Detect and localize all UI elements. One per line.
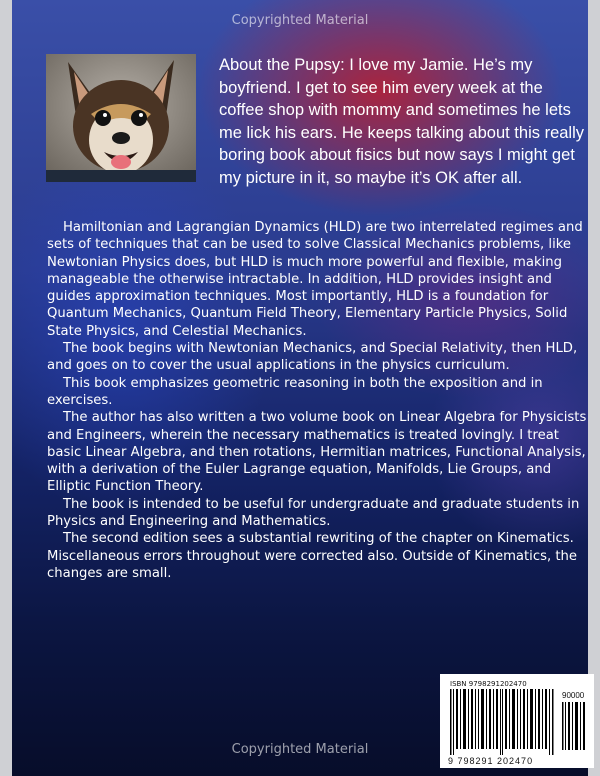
- isbn-label: ISBN 9798291202470: [450, 680, 527, 688]
- isbn-digits: 9 798291 202470: [448, 756, 534, 766]
- description-paragraph: The book is intended to be useful for undergraduate and graduate students in Physics and Engineering and Mathematics.: [47, 496, 580, 530]
- book-description: [47, 219, 587, 582]
- description-paragraph: The author has also written a two volume book on Linear Algebra for Physicists and Engineers, wherein the necessary mathematics is treated lovingly. I treat basic Linear Algebra, and then rotations, Hermitian matrices, Functional Analysis, with a derivation of the Euler Lagrange equation, Manifolds, Lie Groups, and Elliptic Function Theory.: [47, 410, 587, 495]
- left-frame-edge: [0, 0, 12, 776]
- dog-photo: [46, 54, 196, 182]
- price-code: 90000: [562, 691, 585, 700]
- watermark-top: Copyrighted Material: [231, 13, 369, 28]
- description-paragraph: The second edition sees a substantial rewriting of the chapter on Kinematics. Miscellaneous errors throughout were corrected also. Outside of Kinematics, the changes are small.: [47, 531, 577, 581]
- description-paragraph: The book begins with Newtonian Mechanics, and Special Relativity, then HLD, and goes on to cover the usual applications in the physics curriculum.: [47, 341, 578, 374]
- right-frame-edge: [588, 0, 600, 776]
- description-paragraph: This book emphasizes geometric reasoning in both the exposition and in exercises.: [47, 375, 543, 408]
- description-paragraph: Hamiltonian and Lagrangian Dynamics (HLD) are two interrelated regimes and sets of techniques that can be used to solve Classical Mechanics problems, like Newtonian Physics does, but HLD is much more powerful and flexible, making manageable the otherwise intractable. In addition, HLD provides insight and guides approximation techniques. Most importantly, HLD is a foundation for Quantum Mechanics, Quantum Field Theory, Elementary Particle Physics, Solid State Physics, and Celestial Mechanics.: [47, 220, 583, 339]
- watermark-bottom: Copyrighted Material: [231, 742, 369, 757]
- about-the-pupsy-text: About the Pupsy: I love my Jamie. He’s my boyfriend. I get to see him every week at the coffee shop with mommy and sometimes he lets me lick his ears. He keeps talking about this really boring book about fisics but now says I might get my picture in it, so maybe it’s OK after all.: [219, 56, 584, 187]
- dog-face-icon: [46, 54, 196, 182]
